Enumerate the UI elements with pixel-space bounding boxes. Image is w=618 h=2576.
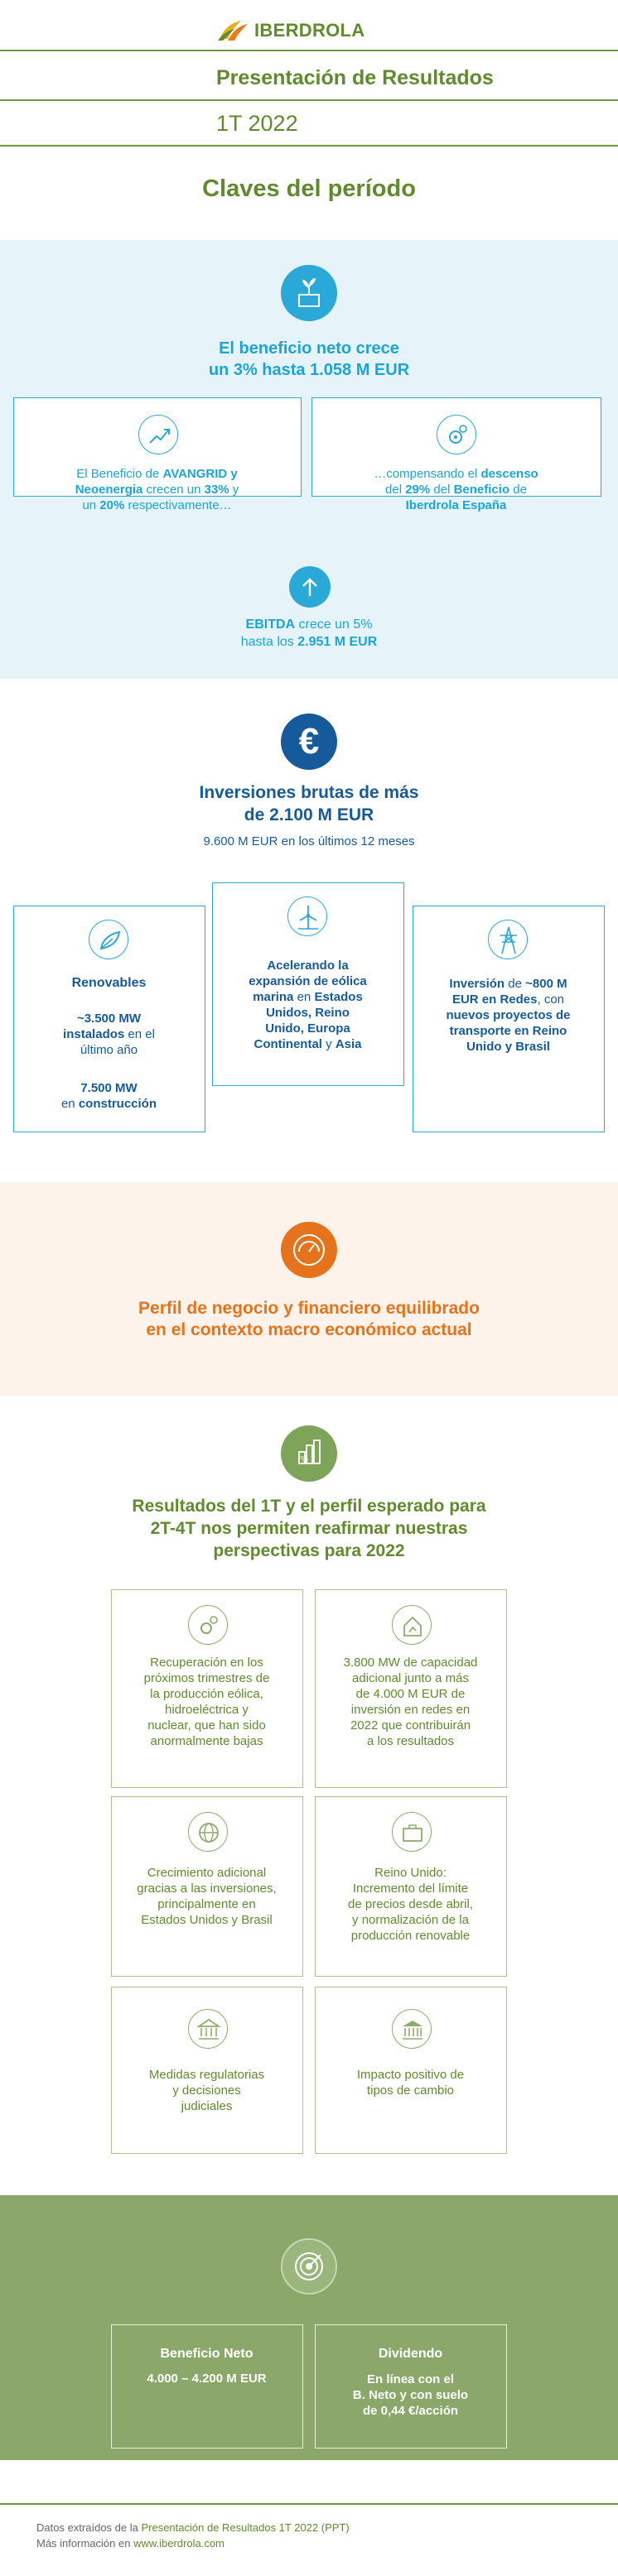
growth-chart-icon <box>138 415 178 454</box>
investments-headline: Inversiones brutas de más de 2.100 M EUR <box>199 783 419 824</box>
bank-icon <box>392 2009 432 2049</box>
gears-icon <box>188 1605 228 1645</box>
ebitda-text: EBITDA crece un 5% hasta los 2.951 M EUR <box>240 618 378 649</box>
header-rule-bottom <box>0 145 618 147</box>
page-title: Presentación de Resultados <box>216 66 494 89</box>
leaf-icon <box>89 920 128 959</box>
header-rule-top <box>0 50 618 51</box>
card-networks: Inversión de ~800 M EUR en Redes, con nuevos proyectos de transporte en Reino Unido y Brasil <box>413 906 605 1132</box>
globe-icon <box>188 1812 228 1852</box>
footer-rule <box>0 2503 618 2505</box>
card-iberdrola-spain: …compensando el descenso del 29% del Beneficio de Iberdrola España <box>311 397 601 497</box>
header-rule-mid <box>0 99 618 101</box>
card-avangrid: El Beneficio de AVANGRID y Neoenergia crecen un 33% y un 20% respectivamente… <box>13 397 302 497</box>
section-net-profit <box>0 240 618 679</box>
court-building-icon <box>188 2009 228 2049</box>
period-label: 1T 2022 <box>216 111 298 136</box>
section-balanced-profile <box>0 1182 618 1396</box>
target-icon <box>281 2238 337 2295</box>
outlook-card: Recuperación en los próximos trimestres de la producción eólica, hidroeléctrica y nuclear, que han sido anormalmente bajas <box>111 1589 303 1788</box>
card-renewables: Renovables ~3.500 MW instalados en el último año 7.500 MW en construcción <box>13 906 205 1132</box>
card-offshore-wind: Acelerando la expansión de eólica marina en Estados Unidos, Reino Unido, Europa Continental y Asia <box>212 882 404 1086</box>
outlook-card: Crecimiento adicional gracias a las inversiones, principalmente en Estados Unidos y Brasil <box>111 1796 303 1977</box>
outlook-card: Medidas regulatorias y decisiones judiciales <box>111 1987 303 2154</box>
gear-icon <box>437 415 476 454</box>
website-link[interactable]: www.iberdrola.com <box>133 2537 225 2550</box>
arrow-up-icon <box>289 566 331 608</box>
leaf-icon <box>216 19 251 42</box>
card-net-profit-target: Beneficio Neto 4.000 – 4.200 M EUR <box>111 2324 303 2449</box>
outlook-card: 3.800 MW de capacidad adicional junto a más de 4.000 M EUR de inversión en redes en 2022 que contribuirán a los resultados <box>315 1589 507 1788</box>
outlook-card: Reino Unido: Incremento del límite de precios desde abril, y normalización de la producción renovable <box>315 1796 507 1977</box>
bar-chart-percent-icon <box>281 1425 337 1482</box>
net-profit-headline: El beneficio neto crece un 3% hasta 1.058 M EUR <box>208 339 410 379</box>
ppt-link[interactable]: Presentación de Resultados 1T 2022 (PPT) <box>141 2521 350 2534</box>
outlook-card: Impacto positivo de tipos de cambio <box>315 1987 507 2154</box>
growth-house-icon <box>392 1605 432 1645</box>
svg-text:%: % <box>301 1455 308 1464</box>
briefcase-icon <box>392 1812 432 1852</box>
investments-sub: 9.600 M EUR en los últimos 12 meses <box>203 834 415 848</box>
balanced-profile-text: Perfil de negocio y financiero equilibrado en el contexto macro económico actual <box>138 1299 480 1339</box>
card-dividend-target: Dividendo En línea con el B. Neto y con suelo de 0,44 €/acción <box>315 2324 507 2449</box>
brand-name: IBERDROLA <box>254 20 365 41</box>
wind-turbine-icon <box>287 896 327 936</box>
gauge-icon <box>281 1222 337 1278</box>
transmission-tower-icon <box>488 920 528 959</box>
iberdrola-logo[interactable] <box>216 18 365 43</box>
plant-box-icon <box>281 265 337 321</box>
section-heading: Claves del período <box>202 175 416 202</box>
outlook-headline: Resultados del 1T y el perfil esperado para 2T-4T nos permiten reafirmar nuestras perspectivas para 2022 <box>132 1497 486 1560</box>
euro-icon: € <box>281 714 337 770</box>
section-targets <box>0 2195 618 2460</box>
